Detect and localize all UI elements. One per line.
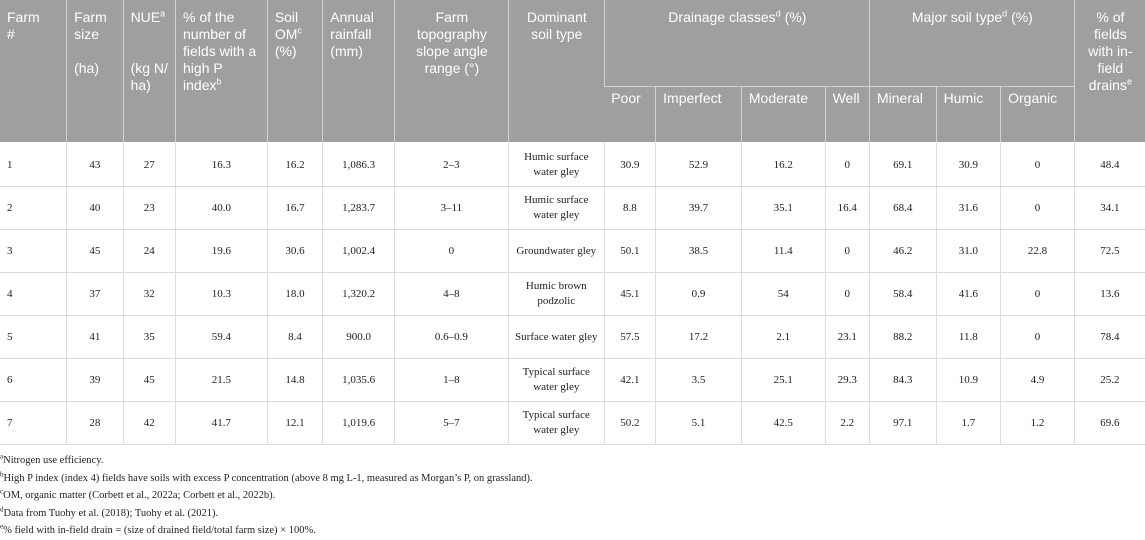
footnote: $^a$Nitrogen use efficiency. [0, 452, 104, 466]
cell-farm: 6 [0, 359, 67, 402]
cell-rainfall: 1,002.4 [323, 230, 395, 273]
cell-om: 16.7 [267, 187, 322, 230]
cell-size: 40 [67, 187, 123, 230]
cell-om: 14.8 [267, 359, 322, 402]
cell-rainfall: 900.0 [323, 316, 395, 359]
table-row [0, 273, 1145, 316]
cell-organic: 4.9 [1001, 359, 1075, 402]
cell-high-p: 40.0 [176, 187, 268, 230]
cell-size: 28 [67, 402, 123, 445]
cell-organic: 0 [1001, 316, 1075, 359]
header-topography: Farm topography slope angle range (°) [394, 0, 508, 142]
cell-soil-type: Typical surface water gley [508, 402, 604, 445]
cell-humic: 31.0 [936, 230, 1001, 273]
header-in-field-drains: % of fields with in-field drains$^e$ [1074, 0, 1145, 142]
cell-well: 0 [825, 230, 869, 273]
cell-soil-type: Surface water gley [508, 316, 604, 359]
cell-organic: 1.2 [1001, 402, 1075, 445]
cell-farm: 5 [0, 316, 67, 359]
cell-humic: 11.8 [936, 316, 1001, 359]
cell-slope: 0 [394, 230, 508, 273]
cell-nue: 45 [123, 359, 175, 402]
table-row [0, 230, 1145, 273]
cell-imperfect: 52.9 [656, 142, 742, 187]
header-soil-humic: Humic [936, 87, 1001, 143]
footnote: $^c$OM, organic matter (Corbett et al., 2022a; Corbett et al., 2022b). [0, 487, 276, 502]
header-nue: NUE$^a$ (kg N/ ha) [123, 0, 175, 142]
cell-drains: 25.2 [1074, 359, 1145, 402]
cell-om: 18.0 [267, 273, 322, 316]
footnotes [0, 452, 1145, 540]
cell-imperfect: 5.1 [656, 402, 742, 445]
cell-slope: 3–11 [394, 187, 508, 230]
cell-poor: 8.8 [604, 187, 655, 230]
table-body [0, 142, 1145, 445]
header-drainage-well: Well [825, 87, 869, 143]
cell-slope: 0.6–0.9 [394, 316, 508, 359]
cell-drains: 13.6 [1074, 273, 1145, 316]
header-drainage-imperfect: Imperfect [656, 87, 742, 143]
cell-om: 30.6 [267, 230, 322, 273]
cell-om: 12.1 [267, 402, 322, 445]
header-major-soil-type: Major soil type$^d$ (%) [869, 0, 1074, 87]
cell-moderate: 54 [741, 273, 825, 316]
cell-imperfect: 17.2 [656, 316, 742, 359]
cell-slope: 5–7 [394, 402, 508, 445]
table-header [0, 0, 1145, 142]
cell-well: 0 [825, 142, 869, 187]
cell-slope: 1–8 [394, 359, 508, 402]
cell-farm: 4 [0, 273, 67, 316]
cell-slope: 4–8 [394, 273, 508, 316]
cell-moderate: 2.1 [741, 316, 825, 359]
cell-mineral: 68.4 [869, 187, 936, 230]
cell-mineral: 46.2 [869, 230, 936, 273]
header-soil-mineral: Mineral [869, 87, 936, 143]
cell-size: 41 [67, 316, 123, 359]
header-farm: Farm # [0, 0, 67, 142]
cell-rainfall: 1,283.7 [323, 187, 395, 230]
cell-farm: 7 [0, 402, 67, 445]
cell-mineral: 88.2 [869, 316, 936, 359]
cell-mineral: 97.1 [869, 402, 936, 445]
footnote: $^e$% field with in-field drain = (size of drained field/total farm size) × 100%. [0, 522, 316, 537]
header-soil-organic: Organic [1001, 87, 1075, 143]
cell-moderate: 25.1 [741, 359, 825, 402]
table-row [0, 402, 1145, 445]
header-drainage-poor: Poor [604, 87, 655, 143]
cell-soil-type: Groundwater gley [508, 230, 604, 273]
cell-drains: 34.1 [1074, 187, 1145, 230]
cell-humic: 41.6 [936, 273, 1001, 316]
cell-high-p: 10.3 [176, 273, 268, 316]
cell-well: 16.4 [825, 187, 869, 230]
cell-well: 23.1 [825, 316, 869, 359]
cell-nue: 23 [123, 187, 175, 230]
cell-mineral: 69.1 [869, 142, 936, 187]
cell-slope: 2–3 [394, 142, 508, 187]
cell-poor: 57.5 [604, 316, 655, 359]
cell-drains: 78.4 [1074, 316, 1145, 359]
cell-poor: 45.1 [604, 273, 655, 316]
cell-soil-type: Humic brown podzolic [508, 273, 604, 316]
cell-high-p: 16.3 [176, 142, 268, 187]
cell-rainfall: 1,086.3 [323, 142, 395, 187]
cell-nue: 27 [123, 142, 175, 187]
header-soil-om: Soil $OM^c$ (%) [267, 0, 322, 142]
header-high-p-index: % of the number of fields with a high P index$^b$ [176, 0, 268, 142]
cell-size: 39 [67, 359, 123, 402]
cell-size: 37 [67, 273, 123, 316]
cell-rainfall: 1,035.6 [323, 359, 395, 402]
cell-imperfect: 0.9 [656, 273, 742, 316]
cell-mineral: 58.4 [869, 273, 936, 316]
cell-drains: 48.4 [1074, 142, 1145, 187]
cell-drains: 69.6 [1074, 402, 1145, 445]
cell-poor: 42.1 [604, 359, 655, 402]
cell-imperfect: 3.5 [656, 359, 742, 402]
cell-humic: 31.6 [936, 187, 1001, 230]
cell-moderate: 35.1 [741, 187, 825, 230]
cell-nue: 32 [123, 273, 175, 316]
cell-humic: 10.9 [936, 359, 1001, 402]
cell-imperfect: 38.5 [656, 230, 742, 273]
cell-nue: 24 [123, 230, 175, 273]
cell-high-p: 41.7 [176, 402, 268, 445]
cell-well: 2.2 [825, 402, 869, 445]
table-row [0, 187, 1145, 230]
cell-farm: 1 [0, 142, 67, 187]
cell-nue: 35 [123, 316, 175, 359]
header-annual-rainfall: Annual rainfall (mm) [323, 0, 395, 142]
cell-rainfall: 1,320.2 [323, 273, 395, 316]
cell-om: 8.4 [267, 316, 322, 359]
cell-moderate: 16.2 [741, 142, 825, 187]
cell-moderate: 11.4 [741, 230, 825, 273]
cell-farm: 2 [0, 187, 67, 230]
table-row [0, 359, 1145, 402]
header-dominant-soil: Dominant soil type [508, 0, 604, 142]
cell-drains: 72.5 [1074, 230, 1145, 273]
cell-soil-type: Humic surface water gley [508, 142, 604, 187]
cell-poor: 30.9 [604, 142, 655, 187]
cell-mineral: 84.3 [869, 359, 936, 402]
cell-organic: 0 [1001, 187, 1075, 230]
footnote: $^b$High P index (index 4) fields have soils with excess P concentration (above 8 mg L-1, measured as Morgan’s P, on grassland). [0, 470, 533, 484]
cell-poor: 50.2 [604, 402, 655, 445]
cell-soil-type: Humic surface water gley [508, 187, 604, 230]
header-drainage-moderate: Moderate [741, 87, 825, 143]
cell-farm: 3 [0, 230, 67, 273]
cell-om: 16.2 [267, 142, 322, 187]
cell-humic: 1.7 [936, 402, 1001, 445]
cell-rainfall: 1,019.6 [323, 402, 395, 445]
cell-well: 29.3 [825, 359, 869, 402]
cell-high-p: 21.5 [176, 359, 268, 402]
cell-size: 45 [67, 230, 123, 273]
table-row [0, 142, 1145, 187]
cell-size: 43 [67, 142, 123, 187]
cell-humic: 30.9 [936, 142, 1001, 187]
cell-high-p: 19.6 [176, 230, 268, 273]
cell-poor: 50.1 [604, 230, 655, 273]
cell-nue: 42 [123, 402, 175, 445]
cell-moderate: 42.5 [741, 402, 825, 445]
cell-organic: 0 [1001, 273, 1075, 316]
cell-soil-type: Typical surface water gley [508, 359, 604, 402]
header-farm-size: Farm size (ha) [67, 0, 123, 142]
table-row [0, 316, 1145, 359]
cell-well: 0 [825, 273, 869, 316]
cell-high-p: 59.4 [176, 316, 268, 359]
footnote: $^d$Data from Tuohy et al. (2018); Tuohy et al. (2021). [0, 505, 219, 519]
cell-imperfect: 39.7 [656, 187, 742, 230]
header-drainage-classes: Drainage classes$^d$ (%) [604, 0, 869, 87]
cell-organic: 0 [1001, 142, 1075, 187]
cell-organic: 22.8 [1001, 230, 1075, 273]
